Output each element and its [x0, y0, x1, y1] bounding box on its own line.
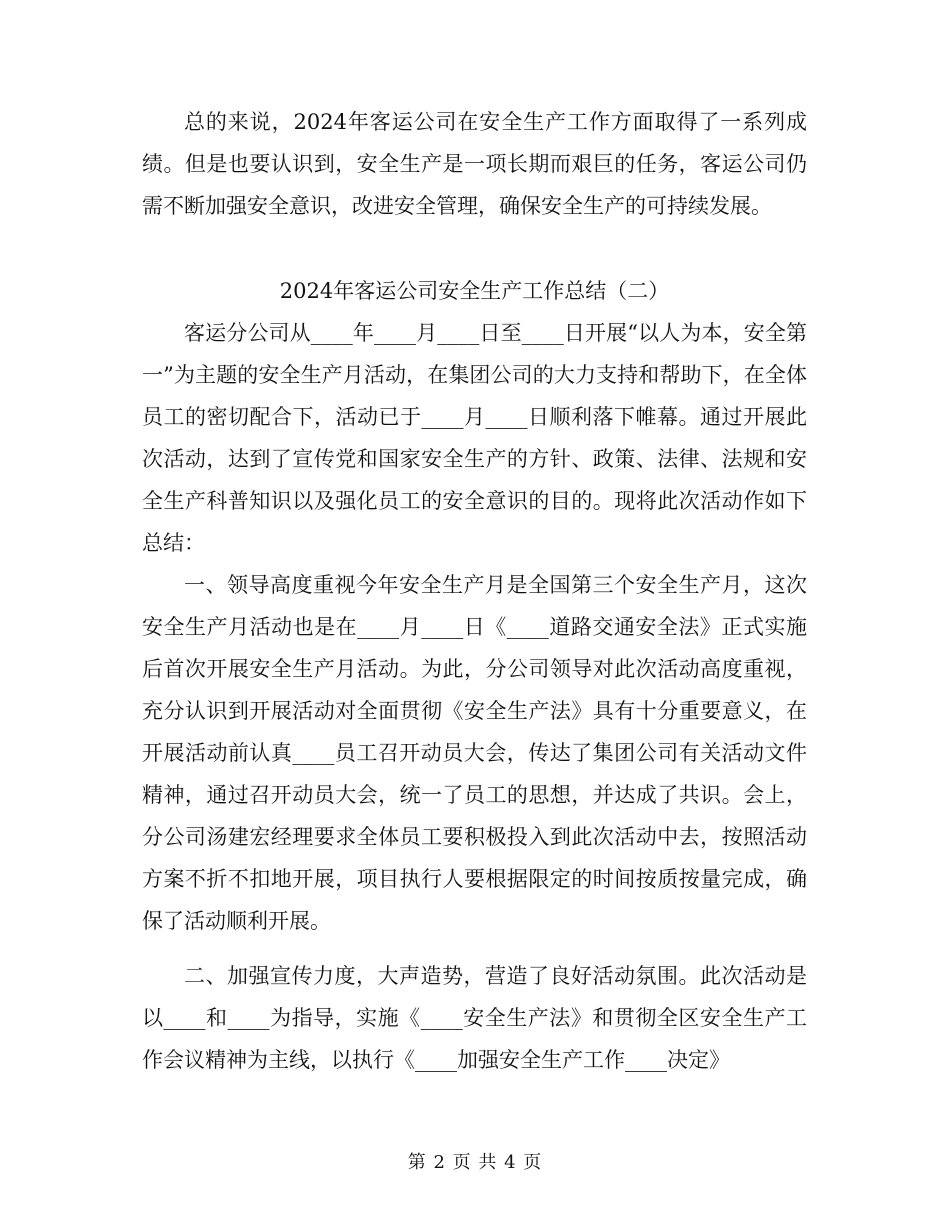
intro-block [142, 101, 807, 227]
paragraph-publicity: 二、加强宣传力度，大声造势，营造了良好活动氛围。此次活动是以____和____为指导，实施《____安全生产法》和贯彻全区安全生产工作会议精神为主线，以执行《____加强安全生产工作____决定》 [142, 964, 807, 1072]
paragraph-opening: 客运分公司从____年____月____日至____日开展“以人为本，安全第一”为主题的安全生产月活动，在集团公司的大力支持和帮助下，在全体员工的密切配合下，活动已于____月____日顺利落下帷幕。通过开展此次活动，达到了宣传党和国家安全生产的方针、政策、法律、法规和安全生产科普知识以及强化员工的安全意识的目的。现将此次活动作如下总结： [142, 321, 807, 555]
section-block-continued [142, 955, 807, 1081]
page-footer: 第 2 页 共 4 页 [407, 1152, 543, 1173]
intro-paragraph: 总的来说，2024年客运公司在安全生产工作方面取得了一系列成绩。但是也要认识到，安全生产是一项长期而艰巨的任务，客运公司仍需不断加强安全意识，改进安全管理，确保安全生产的可持续发展。 [142, 110, 807, 218]
section-block [142, 270, 807, 942]
paragraph-leadership: 一、领导高度重视今年安全生产月是全国第三个安全生产月，这次安全生产月活动也是在____月____日《____道路交通安全法》正式实施后首次开展安全生产月活动。为此，分公司领导对此次活动高度重视，充分认识到开展活动对全面贯彻《安全生产法》具有十分重要意义，在开展活动前认真____员工召开动员大会，传达了集团公司有关活动文件精神，通过召开动员大会，统一了员工的思想，并达成了共识。会上，分公司汤建宏经理要求全体员工要积极投入到此次活动中去，按照活动方案不折不扣地开展，项目执行人要根据限定的时间按质按量完成，确保了活动顺利开展。 [142, 573, 807, 933]
section-title: 2024年客运公司安全生产工作总结（二） [279, 279, 670, 303]
